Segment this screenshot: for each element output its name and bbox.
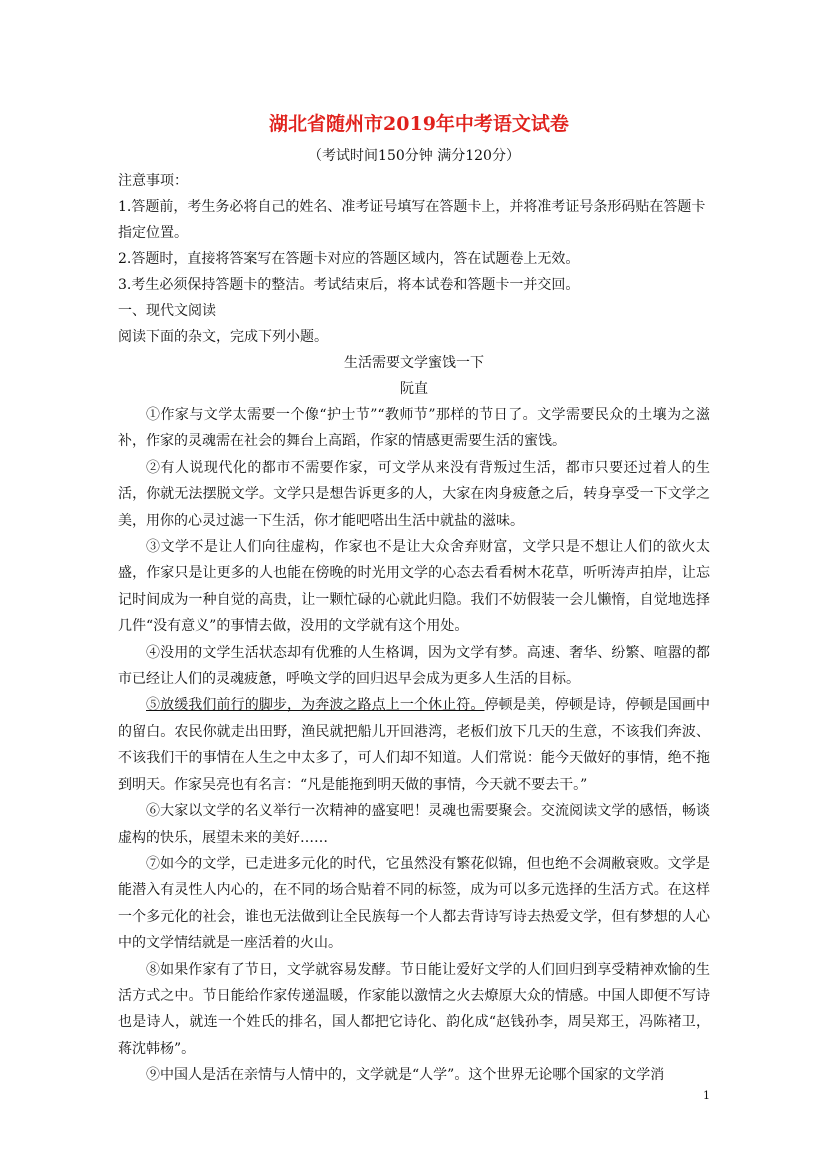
article-paragraph-7: ⑦如今的文学，已走进多元化的时代，它虽然没有繁花似锦，但也绝不会凋敝衰败。文学是能潜入有灵性人内心的，在不同的场合贴着不同的标签，成为可以多元选择的生活方式。在这样一个多元化的社会，谁也无法做到让全民族每一个人都去背诗写诗去热爱文学，但有梦想的人心中的文学情结就是一座活着的火山。 xyxy=(118,855,710,952)
article-paragraph-5-rest: 停顿是美，停顿是诗，停顿是国画中的留白。农民你就走出田野，渔民就把船儿开回港湾，老板们放下几天的生意，不该我们奔波、不该我们干的事情在人生之中太多了，可人们却不知道。人们常说：能今天做好的事情，绝不拖到明天。作家吴亮也有名言：“凡是能拖到明天做的事情，今天就不要去干。” xyxy=(118,697,711,793)
article-paragraph-5 xyxy=(118,692,710,798)
article-paragraph-6: ⑥大家以文学的名义举行一次精神的盛宴吧！灵魂也需要聚会。交流阅读文学的感悟，畅谈虚构的快乐，展望未来的美好…… xyxy=(118,803,710,846)
section-heading: 一、现代文阅读 xyxy=(118,303,216,319)
article-paragraph-8: ⑧如果作家有了节日，文学就容易发酵。节日能让爱好文学的人们回归到享受精神欢愉的生活方式之中。节日能给作家传递温暖，作家能以激情之火去燎原大众的情感。中国人即便不写诗也是诗人，就连一个姓氏的排名，国人都把它诗化、韵化成“赵钱孙李，周吴郑王，冯陈褚卫，蒋沈韩杨”。 xyxy=(118,961,710,1057)
article-paragraph-9: ⑨中国人是活在亲情与人情中的，文学就是“人学”。这个世界无论哪个国家的文学消 xyxy=(146,1067,665,1084)
article-author: 阮直 xyxy=(400,381,428,397)
notice-heading: 注意事项： xyxy=(118,173,188,189)
notice-item-1: 1.答题前，考生务必将自己的姓名、准考证号填写在答题卡上，并将准考证号条形码贴在答题卡指定位置。 xyxy=(118,199,706,241)
underlined-sentence: ⑤放缓我们前行的脚步，为奔波之路点上一个休止符。 xyxy=(146,697,485,714)
article-title: 生活需要文学蜜饯一下 xyxy=(344,355,484,371)
page-number: 1 xyxy=(703,1089,710,1102)
article-paragraph-1: ①作家与文学太需要一个像“护士节”“教师节”那样的节日了。文学需要民众的土壤为之滋补，作家的灵魂需在社会的舞台上高蹈，作家的情感更需要生活的蜜饯。 xyxy=(118,407,710,450)
article-paragraph-3: ③文学不是让人们向往虚构，作家也不是让大众舍弃财富，文学只是不想让人们的欲火太盛，作家只是让更多的人也能在傍晚的时光用文学的心态去看看树木花草，听听涛声拍岸，让忘记时间成为一种自觉的高贵，让一颗忙碌的心就此归隐。我们不妨假装一会儿懒惰，自觉地选择几件“没有意义”的事情去做，没用的文学就有这个用处。 xyxy=(118,539,710,635)
exam-time-info: （考试时间150分钟 满分120分） xyxy=(308,148,520,164)
article-paragraph-2: ②有人说现代化的都市不需要作家，可文学从来没有背叛过生活，都市只要还过着人的生活，你就无法摆脱文学。文学只是想告诉更多的人，大家在肉身疲惫之后，转身享受一下文学之美，用你的心灵过滤一下生活，你才能吧嗒出生活中就盐的滋味。 xyxy=(118,459,710,529)
notice-item-2: 2.答题时，直接将答案写在答题卡对应的答题区域内，答在试题卷上无效。 xyxy=(118,251,580,267)
exam-page xyxy=(118,108,710,1089)
exam-title: 湖北省随州市2019年中考语文试卷 xyxy=(269,113,569,135)
section-instruction: 阅读下面的杂文，完成下列小题。 xyxy=(118,329,328,345)
notice-item-3: 3.考生必须保持答题卡的整洁。考试结束后，将本试卷和答题卡一并交回。 xyxy=(118,277,580,293)
article-paragraph-4: ④没用的文学生活状态却有优雅的人生格调，因为文学有梦。高速、奢华、纷繁、喧嚣的都市已经让人们的灵魂疲惫，呼唤文学的回归迟早会成为更多人生活的目标。 xyxy=(118,644,710,688)
